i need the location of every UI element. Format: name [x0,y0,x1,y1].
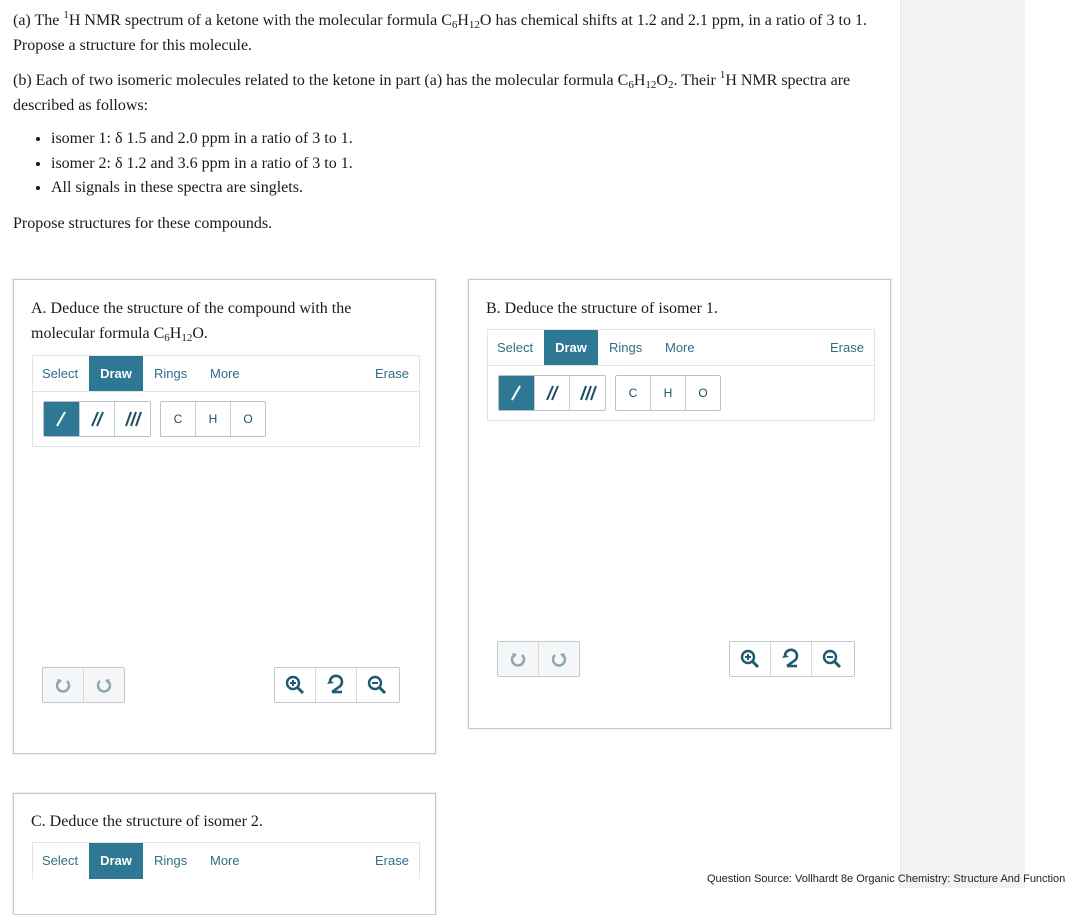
reset-zoom-button[interactable] [771,642,812,676]
question-source: Question Source: Vollhardt 8e Organic Chemistry: Structure And Function [707,873,1065,885]
zoom-buttons [729,641,855,677]
panel-a-title: A. Deduce the structure of the compound with the molecular formula $C_6H_{12}O$. [31,300,352,344]
draw-tools-row [32,391,420,447]
select-tab[interactable]: Select [42,853,79,868]
zoom-in-icon [285,675,305,695]
triple-bond-icon [124,410,142,428]
oxygen-atom-button[interactable]: O [243,412,253,426]
single-bond-icon [53,410,69,428]
draw-tab[interactable]: Draw [544,330,598,366]
select-tab[interactable]: Select [42,366,79,381]
erase-button[interactable]: Erase [375,853,409,868]
question-text [13,8,893,236]
oxygen-atom-button[interactable]: O [698,386,708,400]
question-part-a: (a) The $^1$H NMR spectrum of a ketone with the molecular formula $C_6H_{12}O$ has chemical shifts at 1.2 and 2.1 ppm, in a ratio of 3 to 1. Propose a structure for this molecule. [13,9,867,54]
question-closing: Propose structures for these compounds. [13,214,273,232]
panel-b [468,279,891,729]
carbon-atom-button[interactable]: C [161,402,196,436]
double-bond-icon [544,384,560,402]
undo-icon [55,677,71,693]
more-tab[interactable]: More [210,366,240,381]
reset-zoom-button[interactable] [316,668,357,702]
zoom-out-icon [367,675,387,695]
rings-tab[interactable]: Rings [609,340,643,355]
triple-bond-button[interactable] [570,376,605,410]
single-bond-icon [508,384,524,402]
panel-c [13,793,436,915]
triple-bond-button[interactable] [115,402,150,436]
rings-tab[interactable]: Rings [154,853,188,868]
carbon-atom-button[interactable]: C [616,376,651,410]
redo-button[interactable] [84,668,124,702]
panel-b-title: B. Deduce the structure of isomer 1. [486,300,718,317]
rings-tab[interactable]: Rings [154,366,188,381]
hydrogen-atom-button[interactable]: H [196,402,231,436]
atom-buttons [160,401,266,437]
list-item: • isomer 1: δ 1.5 and 2.0 ppm in a ratio of 3 to 1. [51,127,893,152]
triple-bond-icon [579,384,597,402]
more-tab[interactable]: More [210,853,240,868]
reset-zoom-icon [781,649,801,669]
list-item: • isomer 2: δ 1.2 and 3.6 ppm in a ratio of 3 to 1. [51,152,893,177]
more-tab[interactable]: More [665,340,695,355]
right-gutter [900,0,1025,888]
zoom-in-icon [740,649,760,669]
history-buttons [497,641,580,677]
zoom-in-button[interactable] [275,668,316,702]
redo-button[interactable] [539,642,579,676]
zoom-out-icon [822,649,842,669]
zoom-out-button[interactable] [812,642,852,676]
redo-icon [96,677,112,693]
erase-button[interactable]: Erase [375,366,409,381]
double-bond-button[interactable] [80,402,116,436]
history-buttons [42,667,125,703]
zoom-buttons [274,667,400,703]
single-bond-button[interactable] [499,376,535,410]
double-bond-icon [89,410,105,428]
erase-button[interactable]: Erase [830,340,864,355]
undo-button[interactable] [43,668,84,702]
draw-tab[interactable]: Draw [89,356,143,392]
undo-button[interactable] [498,642,539,676]
question-part-b: (b) Each of two isomeric molecules related to the ketone in part (a) has the molecular formula $C_6H_{12}O_2$. Their $^1$H NMR spectra are described as follows: [13,69,851,114]
draw-tools-row [487,365,875,421]
double-bond-button[interactable] [535,376,571,410]
panel-a [13,279,436,754]
zoom-out-button[interactable] [357,668,397,702]
bond-buttons [498,375,606,411]
single-bond-button[interactable] [44,402,80,436]
draw-tab[interactable]: Draw [89,843,143,879]
drawing-toolbar [487,329,875,366]
bond-buttons [43,401,151,437]
redo-icon [551,651,567,667]
drawing-toolbar [32,355,420,392]
panel-c-title: C. Deduce the structure of isomer 2. [31,813,263,830]
drawing-toolbar [32,842,420,879]
select-tab[interactable]: Select [497,340,534,355]
undo-icon [510,651,526,667]
zoom-in-button[interactable] [730,642,771,676]
atom-buttons [615,375,721,411]
list-item: • All signals in these spectra are singlets. [51,176,893,201]
reset-zoom-icon [326,675,346,695]
hydrogen-atom-button[interactable]: H [651,376,686,410]
isomer-list [13,127,893,201]
